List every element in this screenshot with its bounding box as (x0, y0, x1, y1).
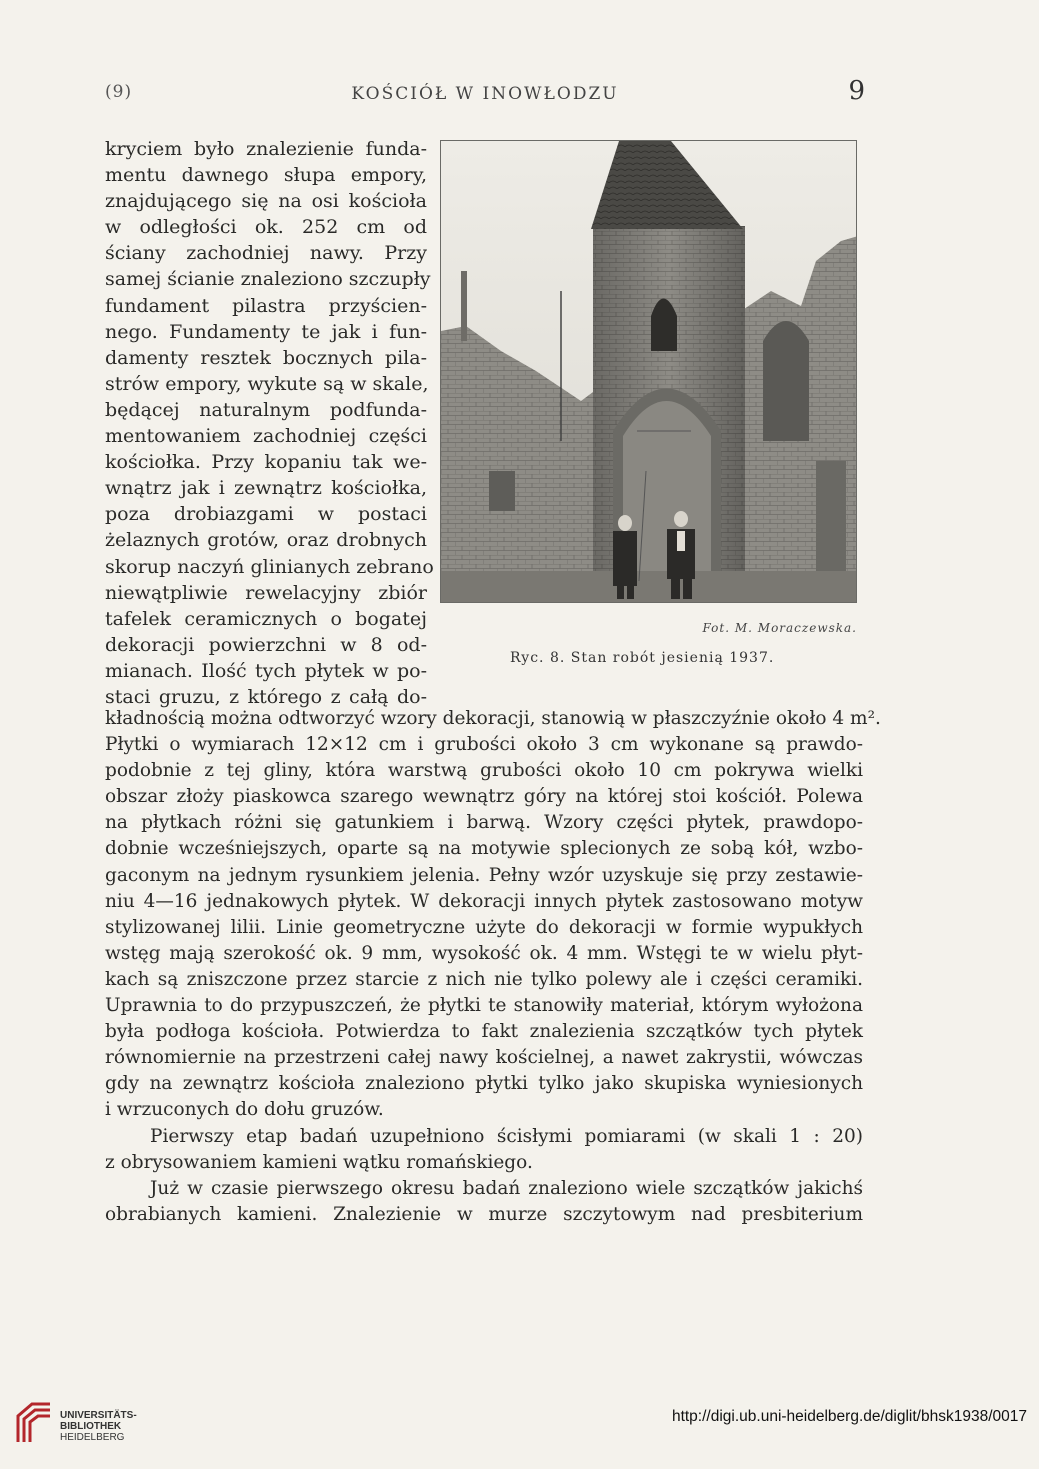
text-line: dobnie wcześniejszych, oparte są na motywie splecionych ze sobą kół, wzbo- (105, 838, 863, 860)
library-emblem-icon (14, 1402, 54, 1446)
text-line: gdy na zewnątrz kościoła znaleziono płytki tylko jako skupiska wyniesionych (105, 1073, 863, 1095)
text-line: kryciem było znalezienie funda- (105, 138, 427, 160)
running-header (105, 78, 865, 110)
page-number: 9 (848, 76, 865, 106)
text-line: podobnie z tej gliny, która warstwą grubości około 10 cm pokrywa wielki (105, 760, 863, 782)
text-line: Płytki o wymiarach 12×12 cm i grubości około 3 cm wykonane są prawdo- (105, 734, 863, 756)
text-line: znajdującego się na osi kościoła (105, 190, 427, 213)
text-line: poza drobiazgami w postaci (105, 503, 427, 526)
section-number: (9) (105, 82, 133, 102)
source-url[interactable]: http://digi.ub.uni-heidelberg.de/diglit/bhsk1938/0017 (671, 1408, 1027, 1425)
text-line: będącej naturalnym podfunda- (105, 398, 427, 421)
text-line: mentowaniem zachodniej części (105, 425, 427, 448)
text-line: niewątpliwie rewelacyjny zbiór (105, 581, 427, 604)
text-line: dekoracji powierzchni w 8 od- (105, 633, 427, 656)
text-line: ściany zachodniej nawy. Przy (105, 242, 427, 265)
text-line: Uprawnia to do przypuszczeń, że płytki te stanowiły materiał, którym wyłożona (105, 995, 863, 1017)
text-line: niu 4—16 jednakowych płytek. W dekoracji innych płytek zastosowano motyw (105, 890, 863, 912)
figure-caption: Ryc. 8. Stan robót jesienią 1937. (510, 650, 775, 666)
text-line: wstęg mają szerokość ok. 9 mm, wysokość ok. 4 mm. Wstęgi te w wielu płyt- (105, 942, 863, 964)
text-line: skorup naczyń glinianych zebrano (105, 555, 434, 578)
library-logo (14, 1402, 164, 1452)
library-name (60, 1410, 137, 1443)
text-line: wnątrz jak i zewnątrz kościołka, (105, 477, 427, 500)
logo-line: HEIDELBERG (60, 1432, 125, 1443)
text-line: gaconym na jednym rysunkiem jelenia. Pełny wzór uzyskuje się przy zestawie- (105, 864, 863, 886)
text-line: obszar złoży piaskowca szarego wewnątrz góry na której stoi kościół. Polewa (105, 786, 863, 808)
text-line: w odległości ok. 252 cm od (105, 216, 427, 239)
text-line: obrabianych kamieni. Znalezienie w murze szczytowym nad presbiterium (105, 1203, 863, 1225)
text-line: kładnością można odtworzyć wzory dekoracji, stanowią w płaszczyźnie około 4 m². (105, 708, 881, 729)
running-title: KOŚCIÓŁ W INOWŁODZU (351, 84, 619, 104)
text-line: strów empory, wykute są w skale, (105, 372, 429, 395)
full-width-text (105, 706, 881, 1228)
text-line: i wrzuconych do dołu gruzów. (105, 1099, 384, 1121)
text-line: mianach. Ilość tych płytek w po- (105, 659, 427, 682)
text-line: była podłoga kościoła. Potwierdza to fakt znalezienia szczątków tych płytek (105, 1021, 863, 1043)
text-line: Już w czasie pierwszego okresu badań znaleziono wiele szczątków jakichś (150, 1177, 863, 1199)
wrapped-text-column (105, 136, 434, 710)
text-line: kościołka. Przy kopaniu tak we- (105, 451, 427, 474)
text-line: na płytkach różni się gatunkiem i barwą. Wzory części płytek, prawdopo- (105, 812, 863, 834)
text-line: fundament pilastra przyścien- (105, 294, 427, 317)
text-line: samej ścianie znaleziono szczupły (105, 268, 431, 291)
logo-line: UNIVERSITÄTS- (60, 1410, 137, 1421)
text-line: staci gruzu, z którego z całą do- (105, 685, 427, 708)
text-line: mentu dawnego słupa empory, (105, 164, 427, 187)
text-line: kach są zniszczone przez starcie z nich nie tylko polewy ale i części ceramiki. (105, 968, 863, 990)
text-line: z obrysowaniem kamieni wątku romańskiego. (105, 1151, 533, 1173)
photo-credit: Fot. M. Moraczewska. (702, 621, 857, 635)
text-line: damenty resztek bocznych pila- (105, 346, 427, 369)
text-line: żelaznych grotów, oraz drobnych (105, 529, 427, 552)
text-line: nego. Fundamenty te jak i fun- (105, 320, 427, 343)
logo-line: BIBLIOTHEK (60, 1421, 122, 1432)
text-line: Pierwszy etap badań uzupełniono ścisłymi pomiarami (w skali 1 : 20) (150, 1125, 863, 1147)
tower-photograph (440, 140, 857, 603)
text-line: równomiernie na przestrzeni całej nawy kościelnej, a nawet zakrystii, wówczas (105, 1047, 863, 1069)
text-line: tafelek ceramicznych o bogatej (105, 607, 427, 630)
text-line: stylizowanej lilii. Linie geometryczne użyte do dekoracji w formie wypukłych (105, 916, 863, 938)
